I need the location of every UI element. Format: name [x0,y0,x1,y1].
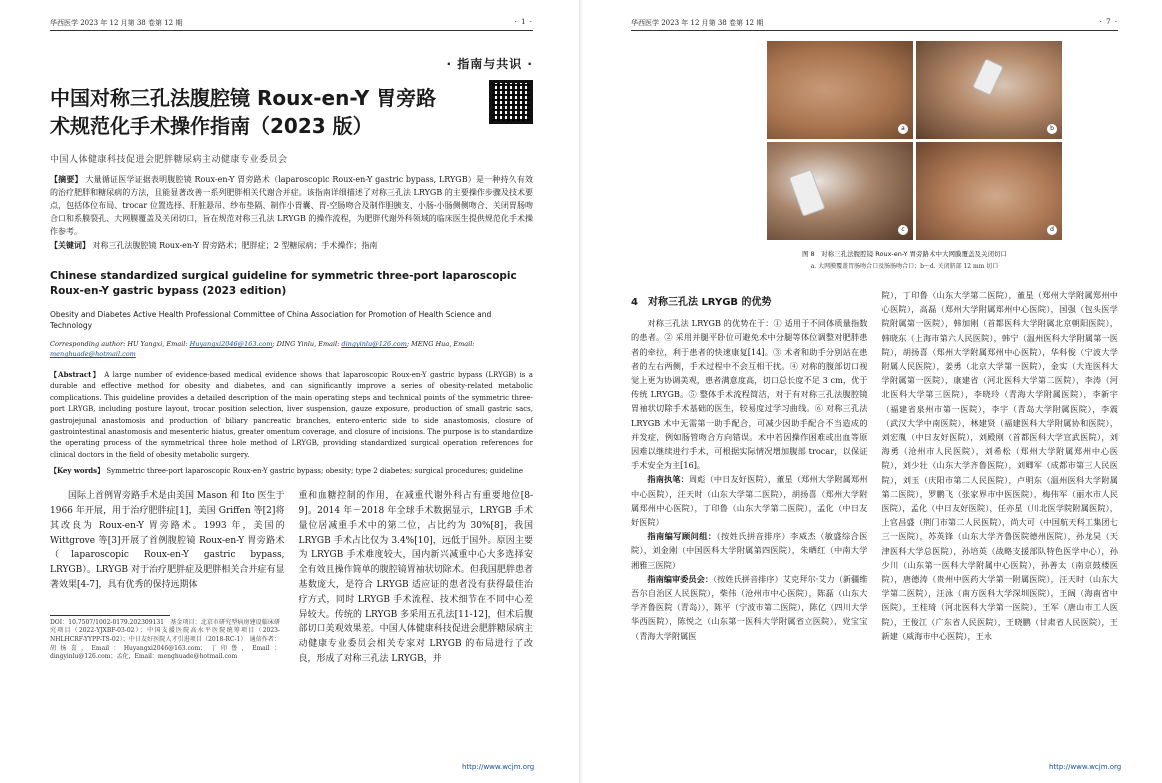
instrument-shape [789,169,826,217]
section-heading: 4 对称三孔法 LRYGB 的优势 [631,297,772,308]
body-column-1 [50,489,285,667]
abstract-en-text: A large number of evidence-based medical evidence shows that laparoscopic Roux-en-Y gastric bypass (LRYGB) is a durable and effective method for obesity and diabetes, and can significantly improve a series of obesity-related metabolic complications. This guideline provides a detailed description of the main operating steps and technical points of the symmetric three-port LRYGB, including posture layout, trocar position selection, liver suspension, gauze exposure, production of small gastric sacs, gastrojejunal anastomosis and production of biliary pancreatic branches, entero-enteric side to side anastomosis, closure of gastrointestinal anastomosis and mesenteric hiatus, greater omentum coverage, and closure of incisions. The purpose is to standardize the operating process of the symmetrical three hole method of LRYGB, providing standardized surgical operation references for clinical doctors in the field of obesity metabolic surgery. [50,371,533,459]
credits-continued: 院），丁印鲁（山东大学第二医院），董星（郑州大学附属郑州中心医院），高磊（郑州大学附属郑州中心医院），国强（包头医学院附属第一医院），韩加刚（首都医科大学附属北京朝阳医院），韩晓东（上海市第六人民医院），韩宁（温州医科大学附属第一医院），胡扬喜（郑州大学附属郑州中心医院），华科俊（宁波大学附属人民医院），姜勇（北京大学第一医院），金实（大连医科大学附属第一医院），康建省（河北医科大学第二医院），李涛（河北医科大学第三医院），李晓玲（青海大学附属医院），李新宇（福建省泉州市第一医院），李宇（青岛大学附属医院），李震（武汉大学中南医院），林建贤（福建医科大学附属协和医院），刘宏胤（中日友好医院），刘殿刚（首都医科大学宣武医院），刘海勇（沧州市人民医院），刘希松（郑州大学附属郑州中心医院），刘少壮（山东大学齐鲁医院），刘卿军（成都市第三人民医院），刘玉（庆阳市第二人民医院），卢明东（温州医科大学附属第二医院），罗鹏飞（张家界市中医医院），梅伟军（丽水市人民医院），孟化（中日友好医院），任亦星（川北医学院附属医院），上官昌盛（荆门市第二人民医院），尚大可（中国航天科工集团七三一医院），苏英锋（山东大学齐鲁医院德州医院），孙龙昊（天津医科大学总医院），孙培英（战略支援部队特色医学中心），孙少川（山东第一医科大学附属中心医院），孙善太（南京鼓楼医院），唐德涛（贵州中医药大学第一附属医院），汪天时（山东大学第二医院），汪泳（南方医科大学深圳医院），王阔（海南省中医院），王桂琦（河北医科大学第一医院），王军（唐山市工人医院），王俊江（广东省人民医院），王晓鹏（甘肃省人民医院），王新建（威海市中心医院），王永 [881,290,1118,641]
email-link[interactable]: Huyangxi2046@163.com [189,340,273,348]
photo-label: d [1047,225,1057,235]
running-header [50,18,533,31]
journal-url[interactable]: http://www.wcjm.org [1049,763,1122,771]
abstract-cn [50,173,533,238]
credits-committee [631,572,868,643]
right-page [581,0,1162,783]
corr-text: Corresponding author: HU Yangxi, Email: [50,340,190,348]
qr-code[interactable] [489,80,533,124]
email-link[interactable]: menghuade@hotmail.com [50,350,136,358]
keywords-en-label: 【Key words】 [50,466,105,476]
article-title: 中国对称三孔法腹腔镜 Roux-en-Y 胃旁路术规范化手术操作指南（2023 版） [50,86,437,138]
photo-label: c [898,225,908,235]
body-columns [50,489,533,667]
body-column-2 [882,288,1119,643]
credits-exec [631,472,868,529]
keywords-en [50,465,533,477]
figure-8 [767,41,1118,240]
abstract-en-label: 【Abstract】 [50,370,101,379]
corr-text: ; DING Yinlu, Email: [272,340,342,348]
body-paragraph: 对称三孔法 LRYGB 的优势在于：① 适用于不同体质量指数的患者。② 采用并腿平卧位可避免术中分腿等体位调整对肥胖患者的牵拉，利于患者的快速康复[14]。③ 术者和助手分别站在患者的左右两侧，手术过程中不会互相干扰。④ 对称的腹部切口视觉上更为协调美观，患者满意度高，切口总长度不足 3 cm，优于传统 LRYGB。⑤ 整体手术流程简洁，对于有对称三孔法腹腔镜胃袖状切除手术基础的医生，较易度过学习曲线。⑥ 对称三孔法 LRYGB 术中无需第一助手配合，可减少因助手配合不当造成的并发症，例如肠管吻合方向错误。术中若因操作困难或出血等原因难以继续进行手术，可根据实际情况增加腹部 trocar，以保证手术安全为主[16]。 [631,318,868,471]
section-tag: · 指南与共识 · [446,57,533,71]
photo-label: b [1047,124,1057,134]
keywords-cn-label: 【关键词】 [50,240,90,250]
figure-subcaption: a. 大网膜覆盖胃肠吻合口及肠肠吻合口；b～d. 关闭脐部 12 mm 切口 [810,263,999,270]
running-header [631,18,1118,31]
figure-caption: 图 8 对称三孔法腹腔镜 Roux-en-Y 胃旁路术中大网膜覆盖及关闭切口 [801,250,1007,258]
credits-advisory [631,529,868,572]
surgical-photo-d [916,142,1062,240]
journal-issue: 华西医学 2023 年 12 月第 38 卷第 12 期 [50,19,183,27]
footnote: DOI：10.7507/1002-0179.202309131 基金项目：北京市研究型病房建设临床研究项目（2022-YJXBF-03-02）；中国支援医院高水平医院统筹项目（2023-NHLHCRF-YYPP-TS-02）；中日友好医院人才引进项目（2018-RC-1） 通信作者：胡扬喜，Email：Huyangxi2046@163.com；丁印鲁，Email：dingyinlu@126.com；孟化，Email：menghuade@hotmail.com [50,618,280,661]
authors-cn: 中国人体健康科技促进会肥胖糖尿病主动健康专业委员会 [50,155,288,165]
keywords-en-text: Symmetric three-port laparoscopic Roux-en-Y gastric bypass; obesity; type 2 diabetes; surgical procedures; guideline [106,467,524,476]
abstract-cn-label: 【摘要】 [50,174,83,184]
instrument-shape [972,58,1004,95]
body-column-2 [299,489,534,667]
credits-text: 周彪（中日友好医院），董星（郑州大学附属郑州中心医院），汪天时（山东大学第二医院），胡扬喜（郑州大学附属郑州中心医院），丁印鲁（山东大学第二医院），孟化（中日友好医院） [631,474,868,528]
keywords-cn [50,240,533,251]
photo-label: a [898,124,908,134]
credits-label: 指南执笔： [647,474,689,485]
surgical-photo-c [767,142,913,240]
footnote-rule [50,615,170,616]
authors-en: Obesity and Diabetes Active Health Professional Committee of China Association for Promotion of Health Science and Technology [50,310,492,330]
page-number: · 1 · [514,18,533,26]
credits-label: 指南编写顾问组： [647,531,717,542]
email-link[interactable]: dingyinlu@126.com [341,340,407,348]
journal-url[interactable]: http://www.wcjm.org [462,763,535,771]
body-column-1 [631,288,868,643]
keywords-cn-text: 对称三孔法腹腔镜 Roux-en-Y 胃旁路术；肥胖症；2 型糖尿病；手术操作；指南 [92,241,378,250]
surgical-photo-b [916,41,1062,139]
body-columns [631,288,1118,643]
corr-text: ; MENG Hua, Email: [406,340,475,348]
abstract-cn-text: 大量循证医学证据表明腹腔镜 Roux-en-Y 胃旁路术（laparoscopic Roux-en-Y gastric bypass, LRYGB）是一种持久有效的治疗肥胖和糖尿病的方法，且能显著改善一系列肥胖相关代谢合并症。该指南详细描述了对称三孔法 LRYGB 的主要操作步骤及技术要点，包括体位布局、trocar 位置选择、肝脏悬吊、纱布垫隔、制作小胃囊、胃-空肠吻合及制作胆胰支、小肠-小肠侧侧吻合、关闭胃肠吻合口和系膜裂孔、大网膜覆盖及关闭切口，旨在规范对称三孔法 LRYGB 的操作流程，为肥胖代谢外科领域的临床医生提供规范化手术操作参考。 [50,175,534,236]
body-paragraph: 重和血糖控制的作用，在减重代谢外科占有重要地位[8-9]。2014 年－2018 年全球手术数据显示，LRYGB 手术量位居减重手术中的第二位，占比约为 30%[8]，我国 LRYGB 手术占比仅为 3.4%[10]，远低于国外。原因主要为 LRYGB 手术难度较大，国内新兴减重中心大多选择安全有效且操作简单的腹腔镜胃袖状切除术。但我国肥胖患者基数庞大，是符合 LRYGB 适应证的患者没有获得最佳治疗方式，同时 LRYGB 手术流程、技术细节在不同中心差异较大。传统的 LRYGB 多采用五孔法[11-12]，但术后腹部切口美观效果差。中国人体健康科技促进会肥胖糖尿病主动健康专业委员会相关专家对 LRYGB 的布局进行了改良，形成了对称三孔法 LRYGB，并 [298,491,533,665]
credits-label: 指南编审委员会： [647,573,714,584]
credits-text: （按姓氏拼音排序）李威杰（敏盛综合医院），刘金刚（中国医科大学附属第四医院），朱晒红（中南大学湘雅三医院） [631,531,868,570]
body-paragraph: 国际上首例胃旁路手术是由美国 Mason 和 Ito 医生于 1966 年开展，用于治疗肥胖症[1]，美国 Griffen 等[2]将其改良为 Roux-en-Y 胃旁路术。1993 年，美国的 Wittgrove 等[3]开展了首例腹腔镜 Roux-en-Y 胃旁路术（laparoscopic Roux-en-Y gastric bypass, LRYGB）。LRYGB 对于治疗肥胖症及肥胖相关合并症有显著效果[4-7]，具有优秀的保持远期体 [50,491,285,591]
article-title-en: Chinese standardized surgical guideline for symmetric three-port laparoscopic Roux-en-Y gastric bypass (2023 edition) [50,270,517,297]
abstract-en [50,369,533,461]
surgical-photo-a [767,41,913,139]
page-number: · 7 · [1099,18,1118,26]
corresponding-authors [50,339,533,359]
journal-issue: 华西医学 2023 年 12 月第 38 卷第 12 期 [631,19,764,27]
credits-text: （按姓氏拼音排序）艾克拜尔·艾力（新疆维吾尔自治区人民医院），柴伟（沧州市中心医院），陈磊（山东大学齐鲁医院（青岛）），陈平（宁波市第二医院），陈亿（四川大学华西医院），陈悦之（山东第一医科大学附属省立医院），党宝宝（青海大学附属医 [631,573,868,641]
